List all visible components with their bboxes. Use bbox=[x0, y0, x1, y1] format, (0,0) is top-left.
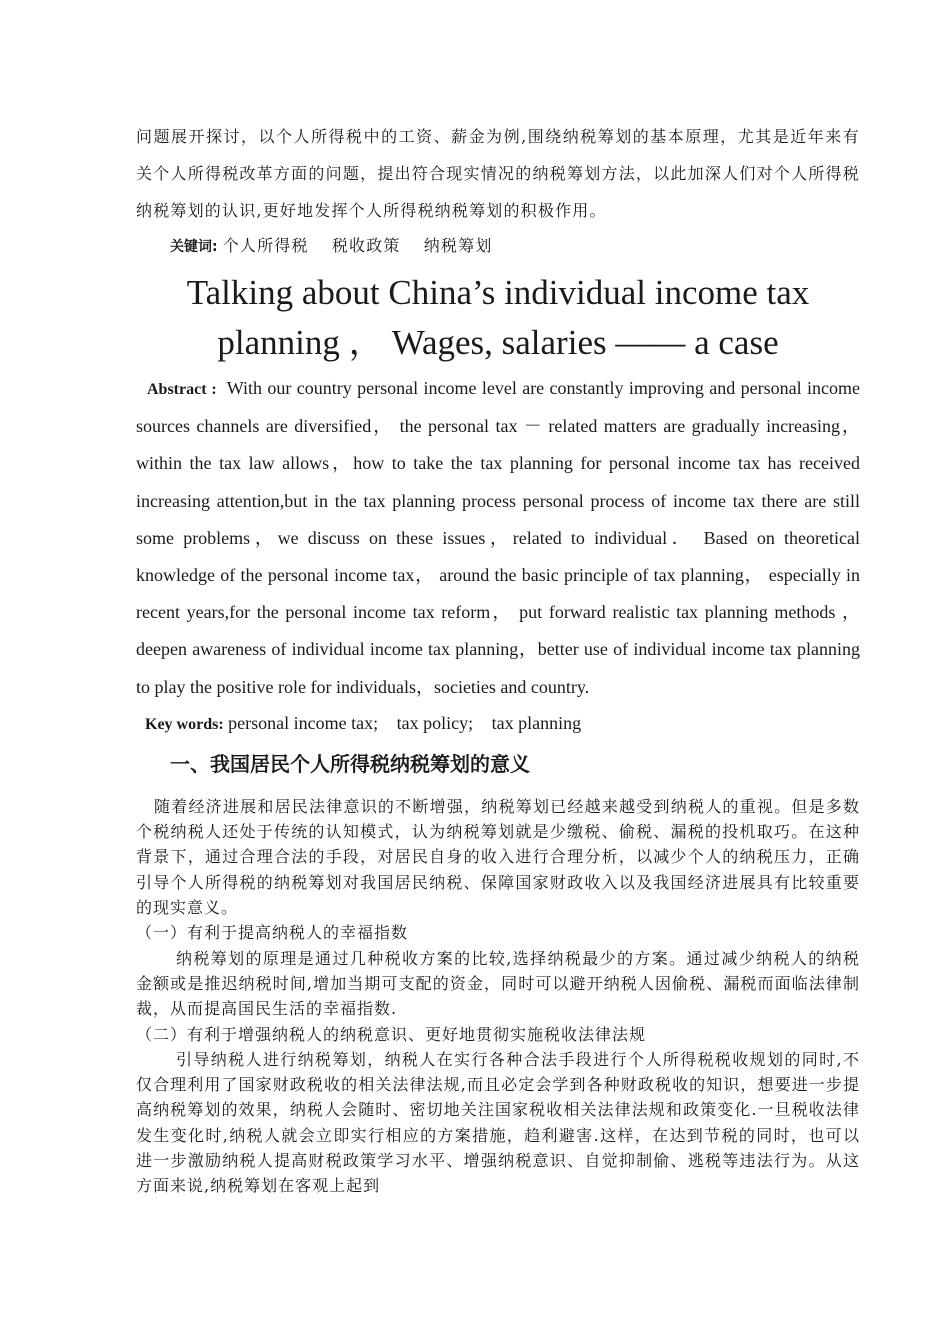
chinese-keyword: 纳税筹划 bbox=[423, 236, 493, 255]
english-title bbox=[136, 268, 860, 368]
english-abstract-text: With our country personal income level are constantly improving and personal income sources channels are diversified， the personal tax － related matters are gradually increasing，within the tax law allows，how to take the tax planning for personal income tax has received increasing attention,but in the tax planning process personal process of income tax there are still some problems，we discuss on these issues，related to individual． Based on theoretical knowledge of the personal income tax， around the basic principle of tax planning， especially in recent years,for the personal income tax reform， put forward realistic tax planning methods ，deepen awareness of individual income tax planning，better use of individual income tax planning to play the positive role for individuals，societies and country. bbox=[136, 378, 860, 697]
english-keywords bbox=[145, 706, 860, 742]
english-keyword: personal income tax; bbox=[228, 712, 379, 733]
english-keyword: tax planning bbox=[491, 712, 582, 733]
english-keywords-label: Key words: bbox=[145, 715, 224, 733]
document-page bbox=[136, 118, 860, 1199]
chinese-keywords-label: 关键词: bbox=[170, 239, 218, 255]
section-heading: 一、我国居民个人所得税纳税筹划的意义 bbox=[170, 751, 530, 776]
english-keyword: tax policy; bbox=[396, 712, 474, 733]
chinese-keywords bbox=[170, 229, 860, 264]
subsection-paragraph-1: 纳税筹划的原理是通过几种税收方案的比较,选择纳税最少的方案。通过减少纳税人的纳税金额或是推迟纳税时间,增加当期可支配的资金，同时可以避开纳税人因偷税、漏税而面临法律制裁，从而提高国民生活的幸福指数. bbox=[136, 948, 860, 1019]
chinese-keyword: 个人所得税 bbox=[222, 236, 309, 255]
subsection-heading-1: （一）有利于提高纳税人的幸福指数 bbox=[136, 923, 409, 943]
section-intro-paragraph: 随着经济进展和居民法律意识的不断增强，纳税筹划已经越来越受到纳税人的重视。但是多数个税纳税人还处于传统的认知模式，认为纳税筹划就是少缴税、偷税、漏税的投机取巧。在这种背景下，通过合理合法的手段，对居民自身的收入进行合理分析，以减少个人的纳税压力，正确引导个人所得税的纳税筹划对我国居民纳税、保障国家财政收入以及我国经济进展具有比较重要的现实意义。 bbox=[136, 796, 860, 918]
english-title-line-1: Talking about China’s individual income tax bbox=[186, 273, 810, 312]
english-abstract-label: Abstract : bbox=[147, 381, 217, 398]
subsection-heading-2: （二）有利于增强纳税人的纳税意识、更好地贯彻实施税收法律法规 bbox=[136, 1024, 647, 1044]
chinese-abstract-tail: 问题展开探讨，以个人所得税中的工资、薪金为例,围绕纳税筹划的基本原理，尤其是近年来有关个人所得税改革方面的问题，提出符合现实情况的纳税筹划方法，以此加深人们对个人所得税纳税筹划的认识,更好地发挥个人所得税纳税筹划的积极作用。 bbox=[136, 127, 860, 220]
english-abstract bbox=[136, 370, 860, 706]
subsection-paragraph-2: 引导纳税人进行纳税筹划，纳税人在实行各种合法手段进行个人所得税税收规划的同时,不仅合理利用了国家财政税收的相关法律法规,而且必定会学到各种财政税收的知识，想要进一步提高纳税筹划的效果，纳税人会随时、密切地关注国家税收相关法律法规和政策变化.一旦税收法律发生变化时,纳税人就会立即实行相应的方案措施，趋利避害.这样，在达到节税的同时，也可以进一步激励纳税人提高财税政策学习水平、增强纳税意识、自觉抑制偷、逃税等违法行为。从这方面来说,纳税筹划在客观上起到 bbox=[136, 1049, 860, 1196]
chinese-keyword: 税收政策 bbox=[331, 236, 401, 255]
english-title-line-2: planning ， Wages, salaries —— a case bbox=[217, 323, 779, 362]
